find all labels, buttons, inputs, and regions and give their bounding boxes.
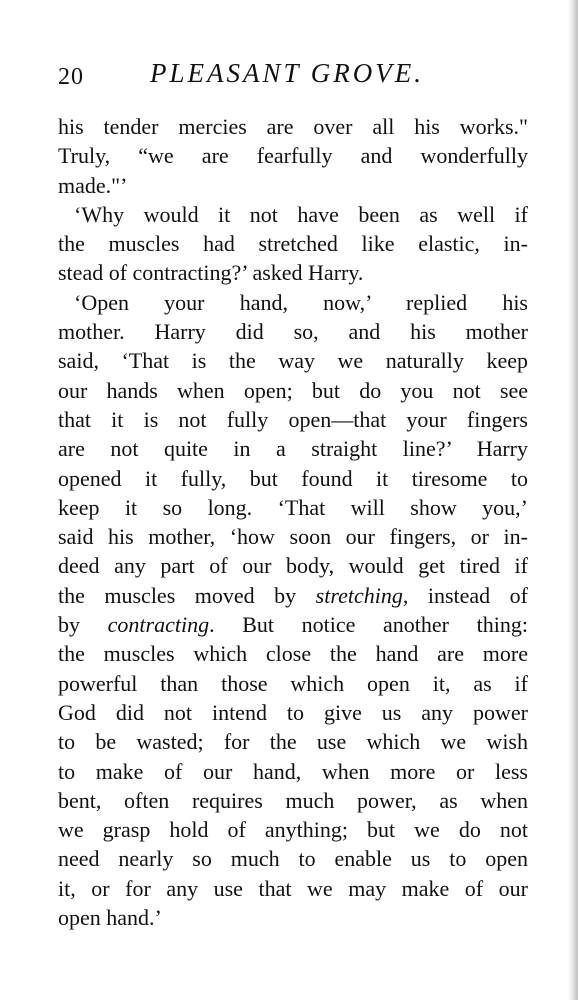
text-line: the muscles had stretched like elastic, in- xyxy=(58,231,528,257)
text-line: said his mother, ‘how soon our fingers, or in- xyxy=(58,524,528,550)
text-line: we grasp hold of anything; but we do not xyxy=(58,817,528,843)
text-segment: , instead of xyxy=(402,582,528,608)
text-segment: . But notice another thing: xyxy=(209,612,528,638)
italic-word: contracting xyxy=(107,612,210,638)
text-line: God did not intend to give us any power xyxy=(58,699,528,725)
running-head: PLEASANT GROVE. xyxy=(150,58,424,88)
text-line: said, ‘That is the way we naturally keep xyxy=(58,348,528,374)
text-line: opened it fully, but found it tiresome to xyxy=(58,465,528,491)
text-line: deed any part of our body, would get tired if xyxy=(58,553,528,579)
text-line: to be wasted; for the use which we wish xyxy=(58,729,528,755)
text-segment: by xyxy=(58,612,108,638)
text-line xyxy=(58,610,528,639)
text-line: the muscles which close the hand are more xyxy=(58,641,528,667)
text-line: need nearly so much to enable us to open xyxy=(58,846,528,872)
text-line: that it is not fully open—that your fingers xyxy=(58,406,528,432)
text-line: are not quite in a straight line?’ Harry xyxy=(58,436,528,462)
italic-word: stretching xyxy=(315,582,403,608)
page-edge xyxy=(568,0,578,1000)
text-line: made."’ xyxy=(58,172,128,198)
text-line xyxy=(58,581,528,610)
text-line: mother. Harry did so, and his mother xyxy=(58,319,528,345)
text-line: stead of contracting?’ asked Harry. xyxy=(58,260,364,286)
text-line: to make of our hand, when more or less xyxy=(58,758,528,784)
text-segment: the muscles moved by xyxy=(58,582,316,608)
text-line: open hand.’ xyxy=(58,905,162,931)
text-line: ‘Open your hand, now,’ replied his xyxy=(74,289,528,315)
text-line: his tender mercies are over all his works." xyxy=(58,114,528,139)
text-line: it, or for any use that we may make of our xyxy=(58,875,528,901)
page-header xyxy=(58,58,538,92)
text-line: our hands when open; but do you not see xyxy=(58,377,528,403)
body-text xyxy=(58,112,528,932)
text-line: powerful than those which open it, as if xyxy=(58,670,528,696)
page-number: 20 xyxy=(58,64,84,90)
text-line: Truly, “we are fearfully and wonderfully xyxy=(58,143,528,169)
text-line: bent, often requires much power, as when xyxy=(58,787,528,813)
text-line: ‘Why would it not have been as well if xyxy=(74,201,528,227)
text-line: keep it so long. ‘That will show you,’ xyxy=(58,494,528,520)
